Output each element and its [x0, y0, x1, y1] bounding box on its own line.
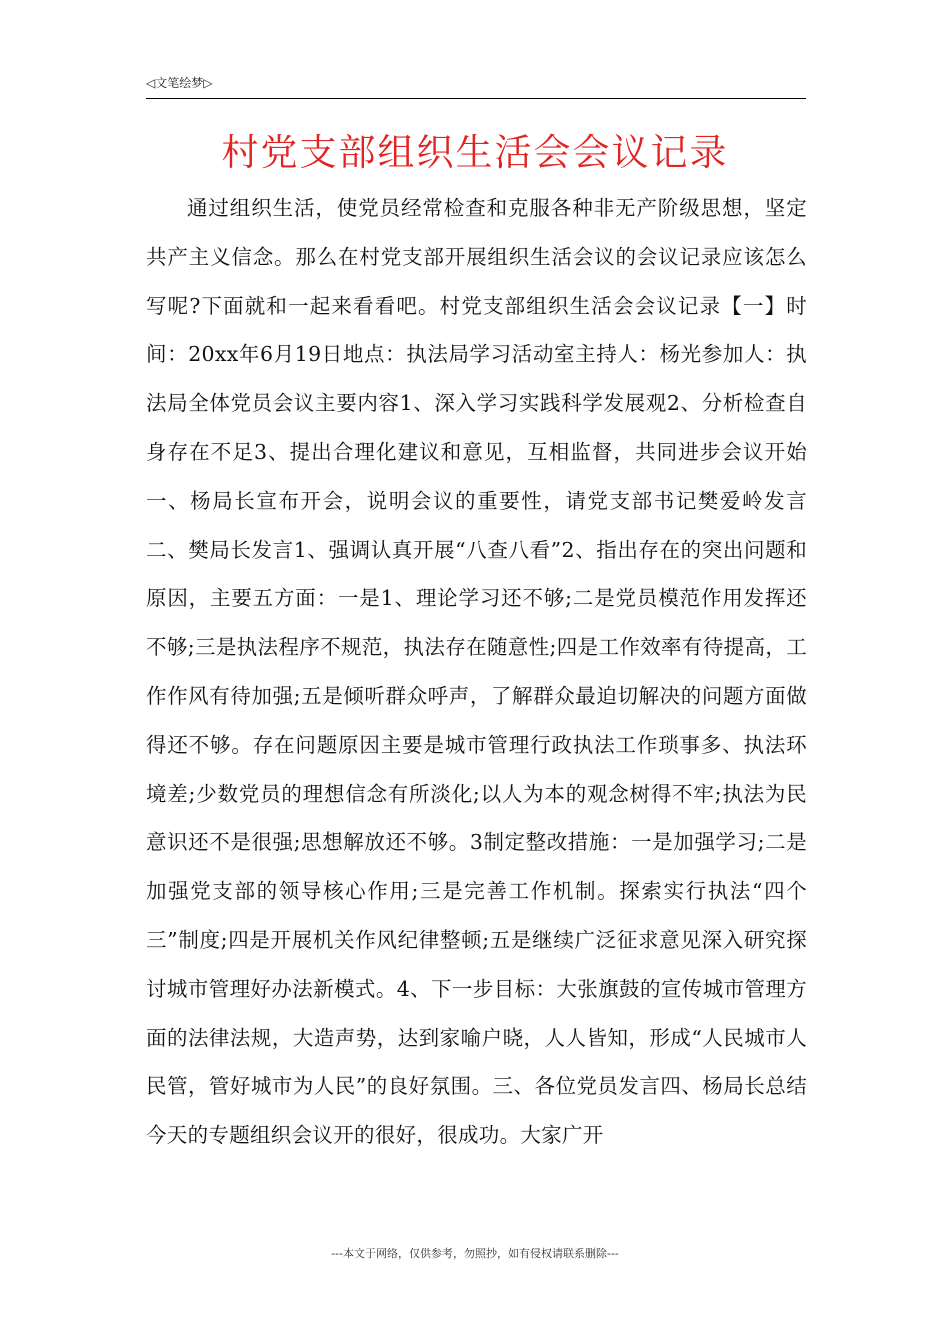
right-triangle-icon: ▷	[203, 76, 213, 90]
page-header	[146, 74, 806, 99]
brand-label	[146, 75, 212, 91]
left-triangle-icon: ◁	[146, 76, 156, 90]
document-body: 通过组织生活，使党员经常检查和克服各种非无产阶级思想，坚定共产主义信念。那么在村党支部开展组织生活会议的会议记录应该怎么写呢?下面就和一起来看看吧。村党支部组织生活会会议记录【一】时间：20xx年6月19日地点：执法局学习活动室主持人：杨光参加人：执法局全体党员会议主要内容1、深入学习实践科学发展观2、分析检查自身存在不足3、提出合理化建议和意见，互相监督，共同进步会议开始一、杨局长宣布开会，说明会议的重要性，请党支部书记樊爱岭发言二、樊局长发言1、强调认真开展“八查八看”2、指出存在的突出问题和原因，主要五方面：一是1、理论学习还不够;二是党员模范作用发挥还不够;三是执法程序不规范，执法存在随意性;四是工作效率有待提高，工作作风有待加强;五是倾听群众呼声，了解群众最迫切解决的问题方面做得还不够。存在问题原因主要是城市管理行政执法工作琐事多、执法环境差;少数党员的理想信念有所淡化;以人为本的观念树得不牢;执法为民意识还不是很强;思想解放还不够。3制定整改措施：一是加强学习;二是加强党支部的领导核心作用;三是完善工作机制。探索实行执法“四个三”制度;四是开展机关作风纪律整顿;五是继续广泛征求意见深入研究探讨城市管理好办法新模式。4、下一步目标：大张旗鼓的宣传城市管理方面的法律法规，大造声势，达到家喻户晓，人人皆知，形成“人民城市人民管，管好城市为人民”的良好氛围。三、各位党员发言四、杨局长总结今天的专题组织会议开的很好，很成功。大家广开	[146, 196, 807, 1148]
brand-text: 文笔绘梦	[155, 76, 204, 90]
document-title: 村党支部组织生活会会议记录	[221, 131, 729, 174]
page-footer: ---本文于网络，仅供参考，勿照抄，如有侵权请联系删除---	[331, 1247, 619, 1260]
